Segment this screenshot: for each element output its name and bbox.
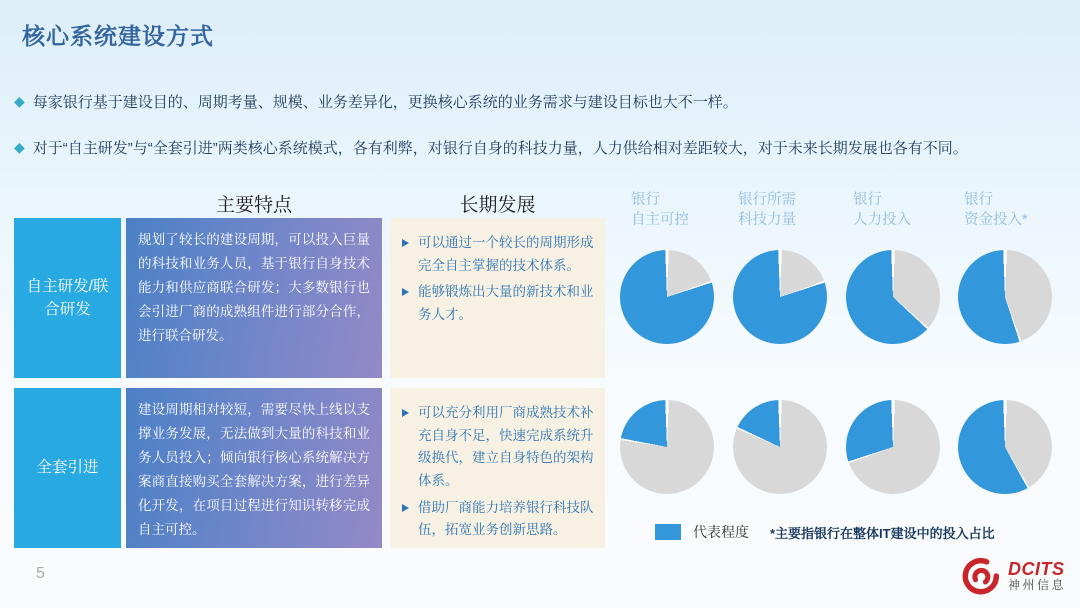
arrow-bullet-icon — [402, 288, 409, 296]
logo-name: DCITS — [1007, 558, 1065, 579]
pie-header-line: 自主可控 — [631, 211, 689, 228]
bullet-text: 每家银行基于建设目的、周期考量、规模、业务差异化，更换核心系统的业务需求与建设目标也大不一样。 — [32, 94, 738, 111]
page-title: 核心系统建设方式 — [22, 23, 214, 49]
pie-header-line: 银行所需 — [738, 192, 796, 208]
legend — [655, 522, 749, 542]
longterm-cell — [390, 218, 605, 378]
page-number: 5 — [36, 565, 45, 582]
diamond-bullet-icon: ◆ — [14, 93, 25, 109]
pie-chart — [733, 250, 827, 344]
bullet-item — [14, 92, 1064, 114]
arrow-bullet-icon — [402, 409, 409, 417]
arrow-bullet-icon — [402, 504, 409, 512]
pie-column-header — [853, 191, 961, 230]
list-item — [400, 281, 597, 326]
logo-subtext: 神州信息 — [1007, 578, 1066, 593]
pie-column-header — [631, 191, 739, 230]
longterm-text: 借助厂商能力培养银行科技队伍，拓宽业务创新思路。 — [418, 499, 594, 538]
longterm-text: 可以充分利用厂商成熟技术补充自身不足，快速完成系统升级换代，建立自身特色的架构体系。 — [418, 405, 594, 489]
logo-text — [1008, 559, 1066, 593]
pie-header-line: 银行 — [853, 192, 882, 208]
bullet-text: 对于“自主研发”与“全套引进”两类核心系统模式，各有利弊，对银行自身的科技力量，人力供给相对差距较大，对于未来长期发展也各有不同。 — [32, 140, 968, 157]
list-item — [400, 402, 597, 493]
pie-header-line: 科技力量 — [738, 211, 796, 228]
pie-header-line: 银行 — [631, 192, 660, 208]
row-label-full-import: 全套引进 — [14, 388, 121, 548]
list-item — [400, 232, 597, 277]
dcits-swirl-icon — [960, 556, 1000, 596]
list-item — [400, 497, 597, 542]
legend-swatch — [655, 524, 681, 540]
chart-footnote: *主要指银行在整体IT建设中的投入占比 — [770, 526, 995, 541]
pie-chart — [846, 400, 940, 494]
pie-chart — [620, 400, 714, 494]
pie-chart — [958, 250, 1052, 344]
pie-header-line: 人力投入 — [853, 211, 911, 228]
pie-header-line: 银行 — [964, 192, 993, 208]
column-header-features: 主要特点 — [215, 195, 292, 216]
pie-column-header — [964, 191, 1072, 230]
features-cell: 建设周期相对较短，需要尽快上线以支撑业务发展，无法做到大量的科技和业务人员投入；倾向银行核心系统解决方案商直接购买全套解决方案，进行差异化开发，在项目过程进行知识转移完成自主可控。 — [126, 388, 382, 548]
pie-chart — [733, 400, 827, 494]
longterm-cell — [390, 388, 605, 548]
longterm-text: 能够锻炼出大量的新技术和业务人才。 — [418, 284, 594, 323]
legend-label: 代表程度 — [693, 524, 749, 540]
company-logo — [960, 556, 1066, 596]
bullet-item — [14, 138, 1064, 160]
pie-chart — [958, 400, 1052, 494]
pie-chart — [620, 250, 714, 344]
arrow-bullet-icon — [402, 239, 409, 247]
column-header-longterm: 长期发展 — [459, 195, 536, 216]
pie-column-header — [738, 191, 846, 230]
row-label-self-development: 自主研发/联合研发 — [14, 218, 121, 378]
pie-chart — [846, 250, 940, 344]
longterm-text: 可以通过一个较长的周期形成完全自主掌握的技术体系。 — [418, 235, 594, 273]
features-cell: 规划了较长的建设周期，可以投入巨量的科技和业务人员，基于银行自身技术能力和供应商联合研发；大多数银行也会引进厂商的成熟组件进行部分合作，进行联合研发。 — [126, 218, 382, 378]
pie-header-line: 资金投入* — [964, 211, 1028, 228]
diamond-bullet-icon: ◆ — [14, 139, 25, 155]
